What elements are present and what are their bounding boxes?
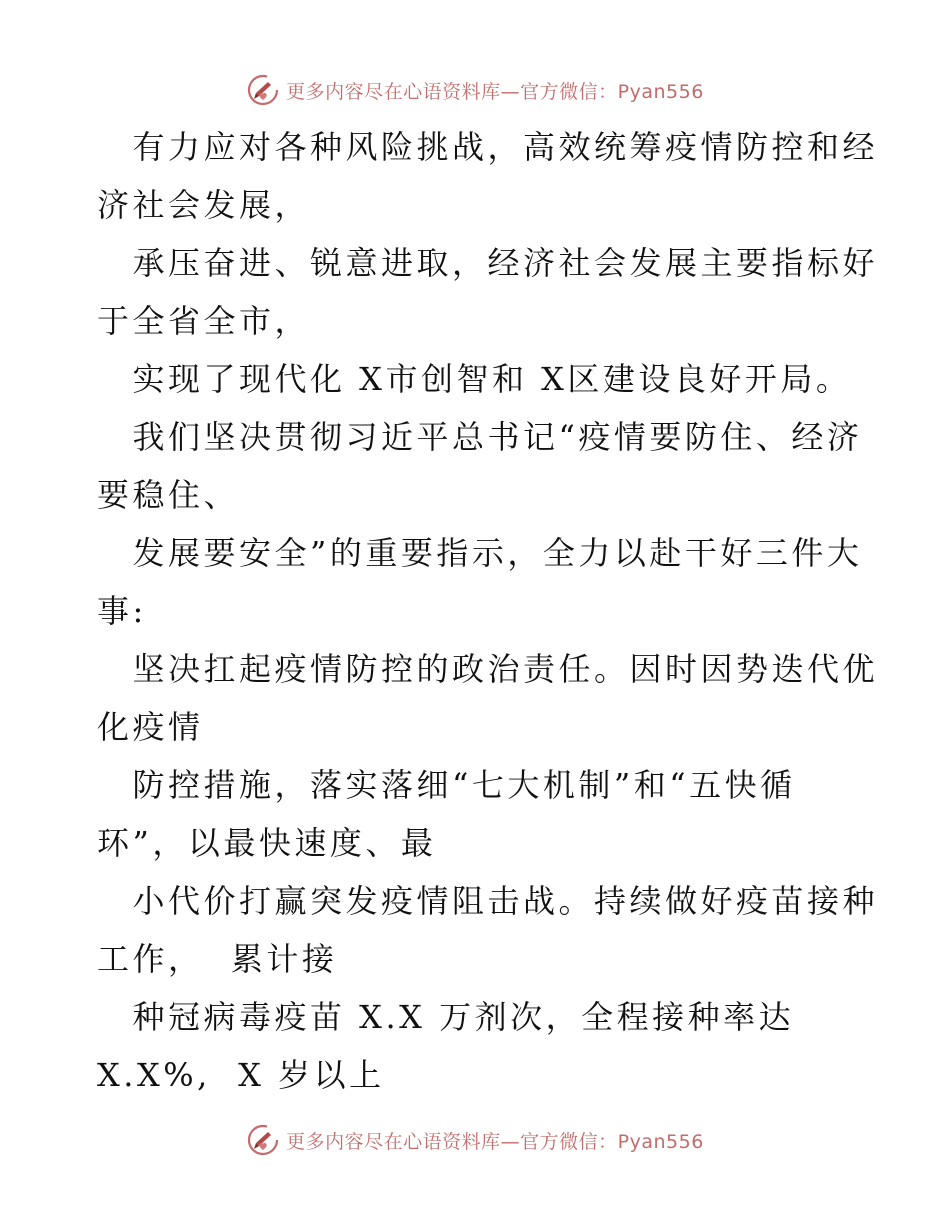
pen-heart-logo-icon [246,1123,280,1157]
document-line: 于全省全市， [97,302,311,340]
document-line: 化疫情 [97,708,204,746]
footer-watermark-banner [0,1120,950,1160]
document-line: 要稳住、 [97,476,240,514]
footer-banner-text: 更多内容尽在心语资料库—官方微信：Pyan556 [286,1130,704,1153]
document-line: 我们坚决贯彻习近平总书记“疫情要防住、经济 [97,418,863,456]
document-line: 实现了现代化 X市创智和 X区建设良好开局。 [97,360,852,398]
document-line: 防控措施，落实落细“七大机制”和“五快循 [97,766,796,804]
document-line: 承压奋进、锐意进取，经济社会发展主要指标好 [97,244,879,282]
document-line: 小代价打赢突发疫情阻击战。持续做好疫苗接种 [97,882,879,920]
document-line: 环”，以最快速度、最 [97,824,437,862]
document-line: 济社会发展， [97,186,311,224]
document-line: 发展要安全”的重要指示，全力以赴干好三件大 [97,534,863,572]
document-line: 种冠病毒疫苗 X.X 万剂次，全程接种率达 [97,998,795,1036]
document-line: 事: [97,592,147,630]
header-watermark-banner [0,70,950,110]
document-line: 工作， 累计接 [97,940,338,978]
document-line: 坚决扛起疫情防控的政治责任。因时因势迭代优 [97,650,879,688]
pen-heart-logo-icon [246,73,280,107]
header-banner-text: 更多内容尽在心语资料库—官方微信：Pyan556 [286,80,704,103]
document-line: 有力应对各种风险挑战，高效统筹疫情防控和经 [97,128,879,166]
document-line: X.X%, X 岁以上 [97,1056,385,1094]
